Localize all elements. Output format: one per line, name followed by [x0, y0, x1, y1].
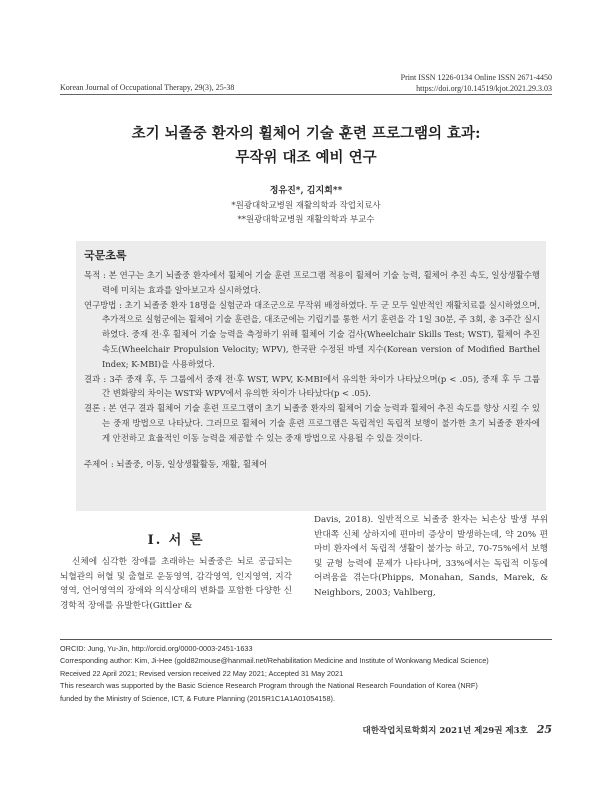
section-title-introduction: Ⅰ. 서 론 — [147, 533, 205, 548]
footer-journal: 대한작업치료학회지 2021년 제29권 제3호 — [362, 726, 528, 736]
body-right-column: Davis, 2018). 일반적으로 뇌졸중 환자는 뇌손상 발생 부위 반대쪽 신체 상하지에 편마비 증상이 발생하는데, 약 20% 편마비 환자에서 독립적 생활이 불가능 하고, 70-75%에서 보행 및 균형 능력에 문제가 나타나며, 33%에서는 독립적 이동에 어려움을 겪는다(Phipps, Monahan, Sands, Marek, & Neighbors, 2003; Vahlberg, — [314, 515, 548, 598]
title-line-1: 초기 뇌졸중 환자의 휠체어 기술 훈련 프로그램의 효과: — [131, 125, 481, 142]
affiliation-2: **원광대학교병원 재활의학과 부교수 — [237, 215, 375, 225]
footnote-dates: Received 22 April 2021; Revised version received 22 May 2021; Accepted 31 May 2021 — [60, 668, 344, 678]
doi-link[interactable]: https://doi.org/10.14519/kjot.2021.29.3.03 — [416, 84, 552, 93]
body-left-column: 신체에 심각한 장애를 초래하는 뇌졸중은 뇌로 공급되는 뇌혈관의 허혈 및 출혈로 운동영역, 감각영역, 인지영역, 지각영역, 언어영역의 장애와 의식상태의 변화를 포함한 다양한 신경학적 장애를 유발한다(Gittler & — [60, 557, 292, 611]
abstract-label: 연구방법 : — [84, 299, 122, 310]
footnote-funding: This research was supported by the Basic Science Research Program through the National Research Foundation of Korea (NRF) — [60, 681, 478, 691]
abstract-box — [76, 241, 546, 511]
footnote-divider — [60, 639, 552, 640]
abstract-purpose — [84, 268, 540, 298]
authors: 정유진*, 김지희** — [269, 186, 343, 196]
header-divider — [60, 94, 552, 95]
abstract-methods — [84, 298, 540, 372]
affiliation-1: *원광대학교병원 재활의학과 작업치료사 — [231, 201, 381, 211]
abstract-label: 결과 : — [84, 373, 107, 384]
abstract-label: 목적 : — [84, 270, 106, 280]
footnotes — [60, 643, 552, 705]
abstract-text: 3주 중재 후, 두 그룹에서 중재 전·후 WST, WPV, K-MBI에서 유의한 차이가 나타났으며(p < .05), 중재 후 두 그룹 간 변화량의 차이는 WST와 WPV에서 유의한 차이가 나타났다(p < .05). — [102, 373, 541, 399]
footnote-funding-cont: funded by the Ministry of Science, ICT, & Future Planning (2015R1C1A1A01054158). — [60, 693, 336, 703]
title-line-2: 무작위 대조 예비 연구 — [235, 149, 377, 166]
abstract-conclusion — [84, 401, 540, 445]
footnote-corresponding: Corresponding author: Kim, Ji-Hee (gold82mouse@hanmail.net/Rehabilitation Medicine and Institute of Wonkwang Medical Science) — [60, 656, 489, 666]
page-number: 25 — [536, 723, 552, 736]
abstract-results — [84, 372, 540, 402]
journal-citation: Korean Journal of Occupational Therapy, 29(3), 25-38 — [60, 83, 235, 92]
issn-line: Print ISSN 1226-0134 Online ISSN 2671-4450 — [400, 73, 552, 82]
issn-doi-block — [401, 72, 552, 94]
abstract-heading: 국문초록 — [84, 249, 127, 262]
article-title — [60, 122, 552, 170]
abstract-text: 본 연구는 초기 뇌졸중 환자에서 휠체어 기술 훈련 프로그램 적용이 휠체어 기술 능력, 휠체어 추진 속도, 일상생활수행력에 미치는 효과를 알아보고자 실시하였다. — [102, 270, 540, 295]
abstract-label: 결론 : — [84, 403, 106, 414]
page-footer — [362, 723, 552, 736]
footnote-orcid[interactable]: ORCID: Jung, Yu-Jin, http://orcid.org/0000-0003-2451-1633 — [60, 644, 253, 653]
abstract-text: 초기 뇌졸중 환자 18명을 실험군과 대조군으로 무작위 배정하였다. 두 군 모두 일반적인 재활치료를 실시하였으며, 추가적으로 실험군에는 휠체어 기술 훈련을, 대조군에는 기립기를 통한 서기 훈련을 각 1일 30분, 주 3회, 총 3주간 실시하였다. 중재 전·후 휠체어 기술 능력을 측정하기 위해 휠체어 기술 검사(Wheelchair Skills Test; WST), 휠체어 추진 속도(Wheelchair Propulsion Velocity; WPV), 한국판 수정된 바델 지수(Korean version of Modified Barthel Index; K-MBI)을 사용하였다. — [102, 299, 540, 369]
abstract-text: 본 연구 결과 휠체어 기술 훈련 프로그램이 초기 뇌졸중 환자의 휠체어 기술 능력과 휠체어 추진 속도를 향상 시킬 수 있는 중재 방법으로 나타났다. 그러므로 휠체어 기술 훈련 프로그램은 독립적인 독립적 보행이 불가한 초기 뇌졸중 환자에게 안전하고 효율적인 이동 능력을 제공할 수 있는 중재 방법으로 사용될 수 있을 것이다. — [102, 403, 540, 443]
keywords: 주제어 : 뇌졸중, 이동, 일상생활활동, 재활, 휠체어 — [84, 458, 268, 469]
